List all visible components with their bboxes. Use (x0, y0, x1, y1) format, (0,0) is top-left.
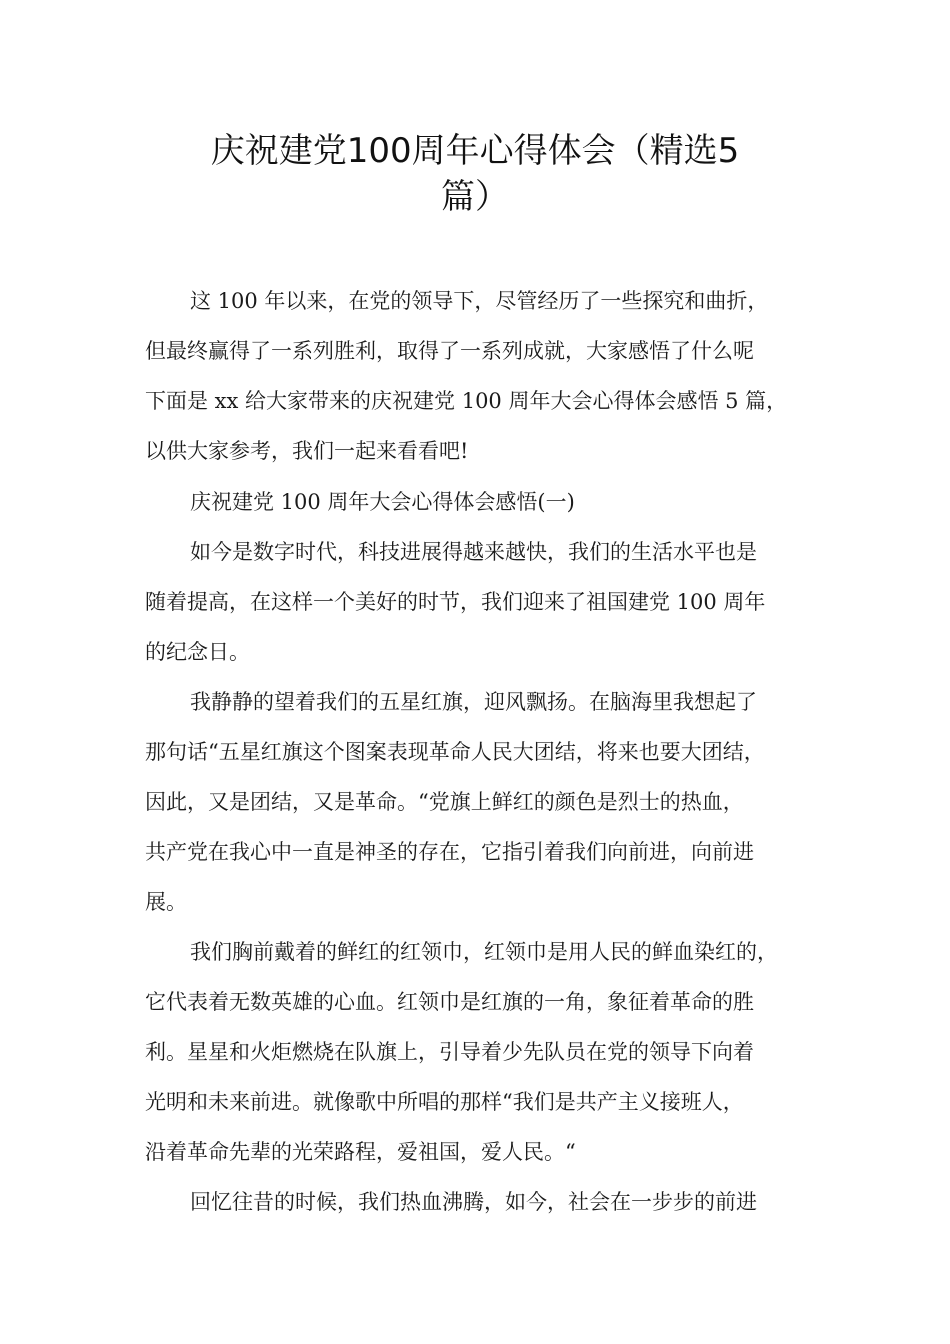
section-heading: 庆祝建党 100 周年大会心得体会感悟(一) (190, 490, 575, 514)
text-line: 因此，又是团结，又是革命。“党旗上鲜红的颜色是烈士的热血， (145, 790, 744, 814)
text-line: 我静静的望着我们的五星红旗，迎风飘扬。在脑海里我想起了 (190, 690, 757, 714)
title-line-1: 庆祝建党100周年心得体会（精选5 (210, 131, 740, 171)
title-line-2: 篇） (441, 177, 509, 217)
text-line: 这 100 年以来，在党的领导下，尽管经历了一些探究和曲折， (190, 289, 769, 313)
text-line: 它代表着无数英雄的心血。红领巾是红旗的一角，象征着革命的胜 (145, 990, 754, 1014)
text-line: 利。星星和火炬燃烧在队旗上，引导着少先队员在党的领导下向着 (145, 1040, 754, 1064)
text-line: 回忆往昔的时候，我们热血沸腾，如今，社会在一步步的前进 (190, 1190, 757, 1214)
text-line: 随着提高，在这样一个美好的时节，我们迎来了祖国建党 100 周年 (145, 590, 766, 614)
text-line: 的纪念日。 (145, 640, 250, 664)
text-line: 沿着革命先辈的光荣路程，爱祖国，爱人民。“ (145, 1140, 576, 1164)
text-line: 共产党在我心中一直是神圣的存在，它指引着我们向前进，向前进 (145, 840, 754, 864)
text-line: 以供大家参考，我们一起来看看吧! (145, 439, 469, 463)
text-line: 我们胸前戴着的鲜红的红领巾，红领巾是用人民的鲜血染红的， (190, 940, 778, 964)
text-line: 光明和未来前进。就像歌中所唱的那样“我们是共产主义接班人， (145, 1090, 744, 1114)
text-line: 展。 (145, 890, 187, 914)
document-title (150, 128, 800, 220)
text-line: 但最终赢得了一系列胜利，取得了一系列成就，大家感悟了什么呢 (145, 339, 754, 363)
text-line: 下面是 xx 给大家带来的庆祝建党 100 周年大会心得体会感悟 5 篇， (145, 389, 788, 413)
text-line: 如今是数字时代，科技进展得越来越快，我们的生活水平也是 (190, 540, 757, 564)
text-line: 那句话“五星红旗这个图案表现革命人民大团结，将来也要大团结， (145, 740, 765, 764)
